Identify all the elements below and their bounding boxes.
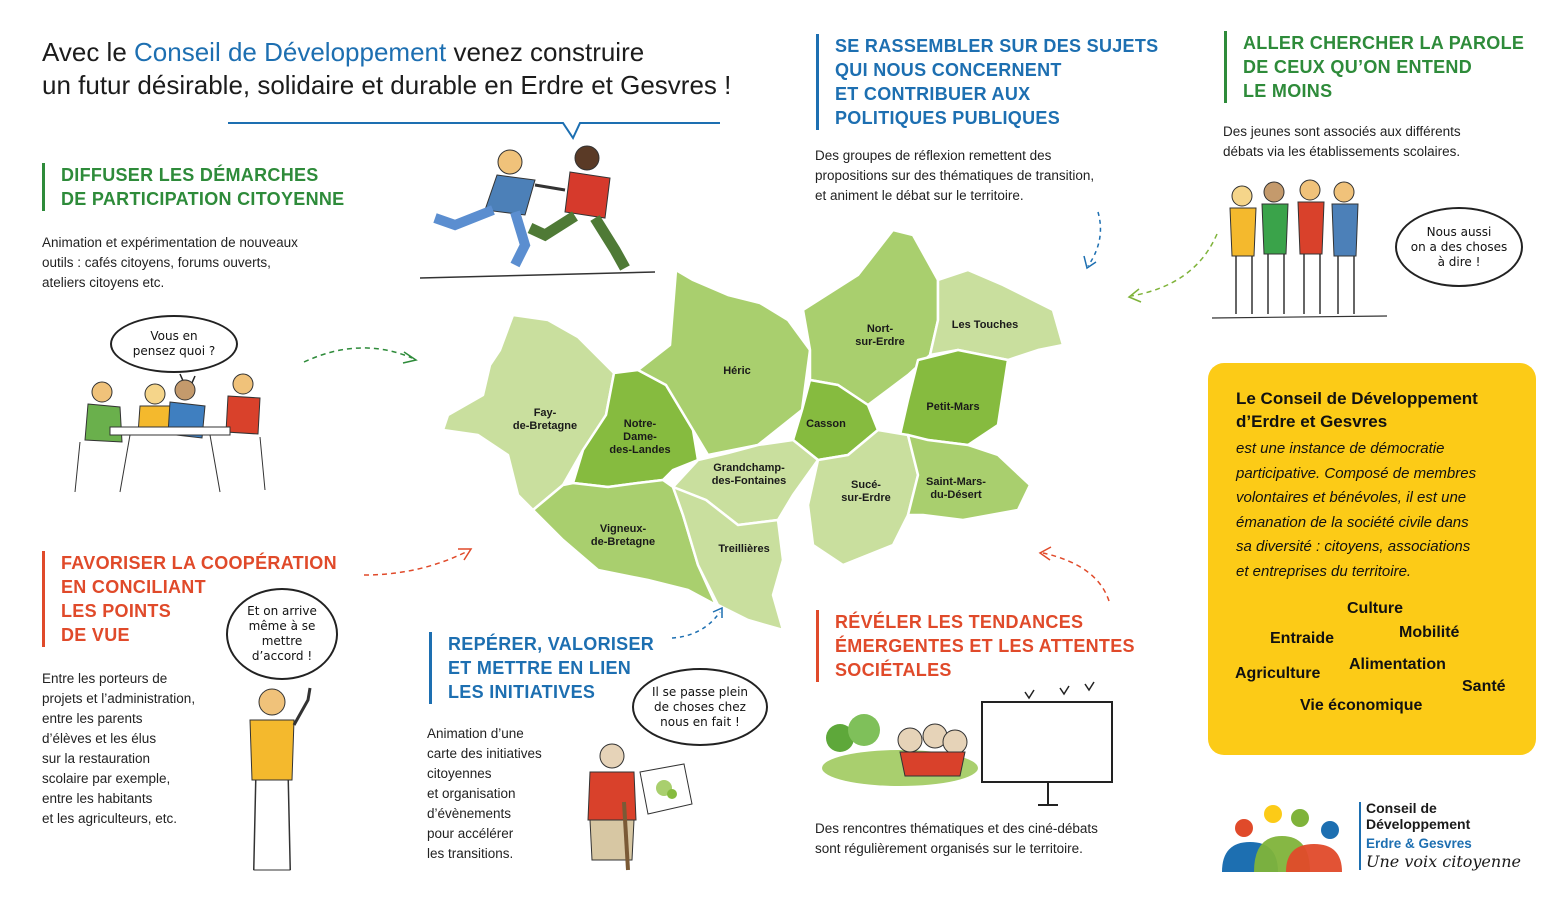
body-line: Des rencontres thématiques et des ciné-débats (815, 821, 1098, 836)
section-title-rassembler (816, 34, 1158, 130)
section-title-line: DIFFUSER LES DÉMARCHES (61, 165, 319, 185)
section-title-line: QUI NOUS CONCERNENT (835, 60, 1062, 80)
body-line: Des groupes de réflexion remettent des (815, 148, 1052, 163)
body-line: sur la restauration (42, 751, 151, 766)
logo-line: Conseil de (1366, 800, 1437, 816)
theme-sante: Santé (1462, 678, 1506, 695)
body-line: outils : cafés citoyens, forums ouverts, (42, 255, 271, 270)
bubble-line: Il se passe plein (651, 684, 749, 699)
theme-vie-economique: Vie économique (1300, 697, 1423, 714)
section-title-aller (1224, 31, 1524, 103)
section-title-line: SOCIÉTALES (835, 660, 952, 680)
body-line: Animation d’une (427, 726, 524, 741)
map-label-fay: Fay- de-Bretagne (512, 407, 578, 432)
bubble-line: de choses chez (654, 699, 746, 714)
page-headline (42, 36, 731, 102)
section-body-reperer (427, 724, 577, 864)
logo-text (1366, 800, 1470, 832)
desc-line: participative. Composé de membres (1236, 464, 1477, 482)
desc-line: est une instance de démocratie (1236, 440, 1445, 457)
map-label-petit-mars: Petit-Mars (926, 401, 980, 413)
map-label-vigneux: Vigneux- de-Bretagne (590, 523, 656, 548)
arrow-diffuser-to-map (300, 340, 425, 370)
bubble-line: même à se (248, 619, 316, 633)
theme-mobilite: Mobilité (1399, 624, 1460, 641)
logo-divider (1355, 802, 1365, 872)
section-title-line: ALLER CHERCHER LA PAROLE (1243, 33, 1525, 53)
arrow-favoriser-to-map (360, 545, 478, 580)
section-title-line: EN CONCILIANT (61, 577, 206, 597)
section-title-line: SE RASSEMBLER SUR DES SUJETS (835, 36, 1159, 56)
section-title-diffuser (42, 163, 345, 211)
body-line: et animent le débat sur le territoire. (815, 188, 1024, 203)
cinema-debate-illustration (820, 680, 1120, 810)
section-title-line: RÉVÉLER LES TENDANCES (835, 612, 1084, 632)
info-box-description (1236, 437, 1526, 584)
bubble-line: nous en fait ! (660, 714, 740, 729)
map-label-suce: Sucé- sur-Erdre (841, 479, 891, 504)
map-label-touches: Les Touches (951, 319, 1019, 331)
logo-mark (1220, 800, 1355, 875)
arrow-reperer-to-map (668, 604, 728, 644)
speech-bubble-jeunes (1395, 207, 1523, 287)
body-line: et organisation (427, 786, 516, 801)
body-line: pour accélérer (427, 826, 514, 841)
bubble-line: on a des choses (1410, 239, 1508, 254)
section-body-aller (1223, 122, 1533, 162)
section-title-line: LES INITIATIVES (448, 682, 596, 702)
body-line: carte des initiatives (427, 746, 542, 761)
info-title-line: d’Erdre et Gesvres (1236, 412, 1388, 431)
bubble-line: à dire ! (1437, 254, 1481, 269)
map-label-casson: Casson (806, 418, 846, 430)
body-line: Des jeunes sont associés aux différents (1223, 124, 1461, 139)
bubble-line: Nous aussi (1426, 224, 1492, 239)
map-label-saint-mars: Saint-Mars- du-Désert (926, 476, 986, 501)
body-line: d’évènements (427, 806, 512, 821)
man-pointing-illustration (230, 680, 315, 885)
arrow-reveler-to-map (1035, 545, 1115, 605)
section-body-rassembler (815, 146, 1165, 206)
desc-line: émanation de la société civile dans (1236, 513, 1469, 531)
bubble-line: Et on arrive (247, 604, 317, 618)
body-line: d’élèves et les élus (42, 731, 157, 746)
body-line: Entre les porteurs de (42, 671, 168, 686)
headline-highlight: Conseil de Développement (134, 37, 447, 67)
section-title-line: LE MOINS (1243, 81, 1333, 101)
desc-line: et entreprises du territoire. (1236, 562, 1412, 580)
map-label-treillieres: Treillières (718, 543, 770, 555)
body-line: citoyennes (427, 766, 492, 781)
bubble-line: Vous en (150, 329, 198, 343)
section-title-line: POLITIQUES PUBLIQUES (835, 108, 1061, 128)
bubble-line: d’accord ! (251, 649, 313, 663)
map-label-notre-dame: Notre- Dame- des-Landes (609, 418, 671, 456)
body-line: débats via les établissements scolaires. (1223, 144, 1461, 159)
body-line: ateliers citoyens etc. (42, 275, 165, 290)
headline-line-2: un futur désirable, solidaire et durable en Erdre et Gesvres ! (42, 70, 732, 100)
theme-entraide: Entraide (1270, 630, 1335, 647)
body-line: projets et l’administration, (42, 691, 196, 706)
section-body-favoriser (42, 669, 242, 829)
bubble-line: pensez quoi ? (132, 344, 216, 358)
woman-with-map-illustration (572, 742, 697, 877)
body-line: les transitions. (427, 846, 514, 861)
section-body-reveler (815, 819, 1175, 859)
section-title-reperer (429, 632, 654, 704)
body-line: Animation et expérimentation de nouveaux (42, 235, 298, 250)
headline-speech-tail (228, 118, 723, 142)
bubble-line: mettre (261, 634, 303, 648)
section-title-line: DE CEUX QU’ON ENTEND (1243, 57, 1473, 77)
info-title-line: Le Conseil de Développement (1236, 389, 1478, 408)
section-title-line: ET METTRE EN LIEN (448, 658, 632, 678)
logo-subtitle: Erdre & Gesvres (1366, 836, 1472, 851)
map-label-nort: Nort- sur-Erdre (855, 323, 905, 348)
section-title-reveler (816, 610, 1135, 682)
section-body-diffuser (42, 233, 362, 293)
section-title-line: REPÉRER, VALORISER (448, 634, 655, 654)
cafe-table-illustration (60, 372, 285, 497)
map-labels (438, 225, 1083, 635)
section-title-line: FAVORISER LA COOPÉRATION (61, 553, 337, 573)
arrow-aller-to-map (1125, 230, 1225, 305)
body-line: sont régulièrement organisés sur le territoire. (815, 841, 1083, 856)
theme-agriculture: Agriculture (1235, 665, 1321, 682)
theme-alimentation: Alimentation (1349, 656, 1446, 673)
body-line: entre les parents (42, 711, 143, 726)
body-line: et les agriculteurs, etc. (42, 811, 178, 826)
body-line: scolaire par exemple, (42, 771, 171, 786)
section-title-line: ÉMERGENTES ET LES ATTENTES (835, 636, 1135, 656)
section-title-line: DE VUE (61, 625, 130, 645)
section-title-line: DE PARTICIPATION CITOYENNE (61, 189, 345, 209)
desc-line: sa diversité : citoyens, associations (1236, 538, 1471, 555)
logo-tagline: Une voix citoyenne (1366, 852, 1521, 871)
speech-bubble-accord (226, 588, 338, 680)
body-line: propositions sur des thématiques de transition, (815, 168, 1095, 183)
section-title-line: LES POINTS (61, 601, 172, 621)
map-label-grandchamp: Grandchamp- des-Fontaines (711, 462, 787, 487)
logo-line: Développement (1366, 816, 1471, 832)
speech-bubble-cafe (110, 315, 238, 373)
body-line: entre les habitants (42, 791, 153, 806)
headline-pre: Avec le (42, 37, 135, 67)
theme-culture: Culture (1347, 600, 1403, 617)
headline-post: venez construire (446, 37, 645, 67)
map-label-heric: Héric (723, 365, 751, 377)
arrow-rassembler-to-map (1080, 210, 1110, 272)
youth-group-illustration (1212, 176, 1392, 324)
speech-bubble-initiatives (632, 668, 768, 746)
section-title-line: ET CONTRIBUER AUX (835, 84, 1031, 104)
desc-line: volontaires et bénévoles, il est une (1236, 489, 1467, 506)
headline-line-1 (42, 36, 731, 69)
info-box-title (1236, 387, 1526, 433)
